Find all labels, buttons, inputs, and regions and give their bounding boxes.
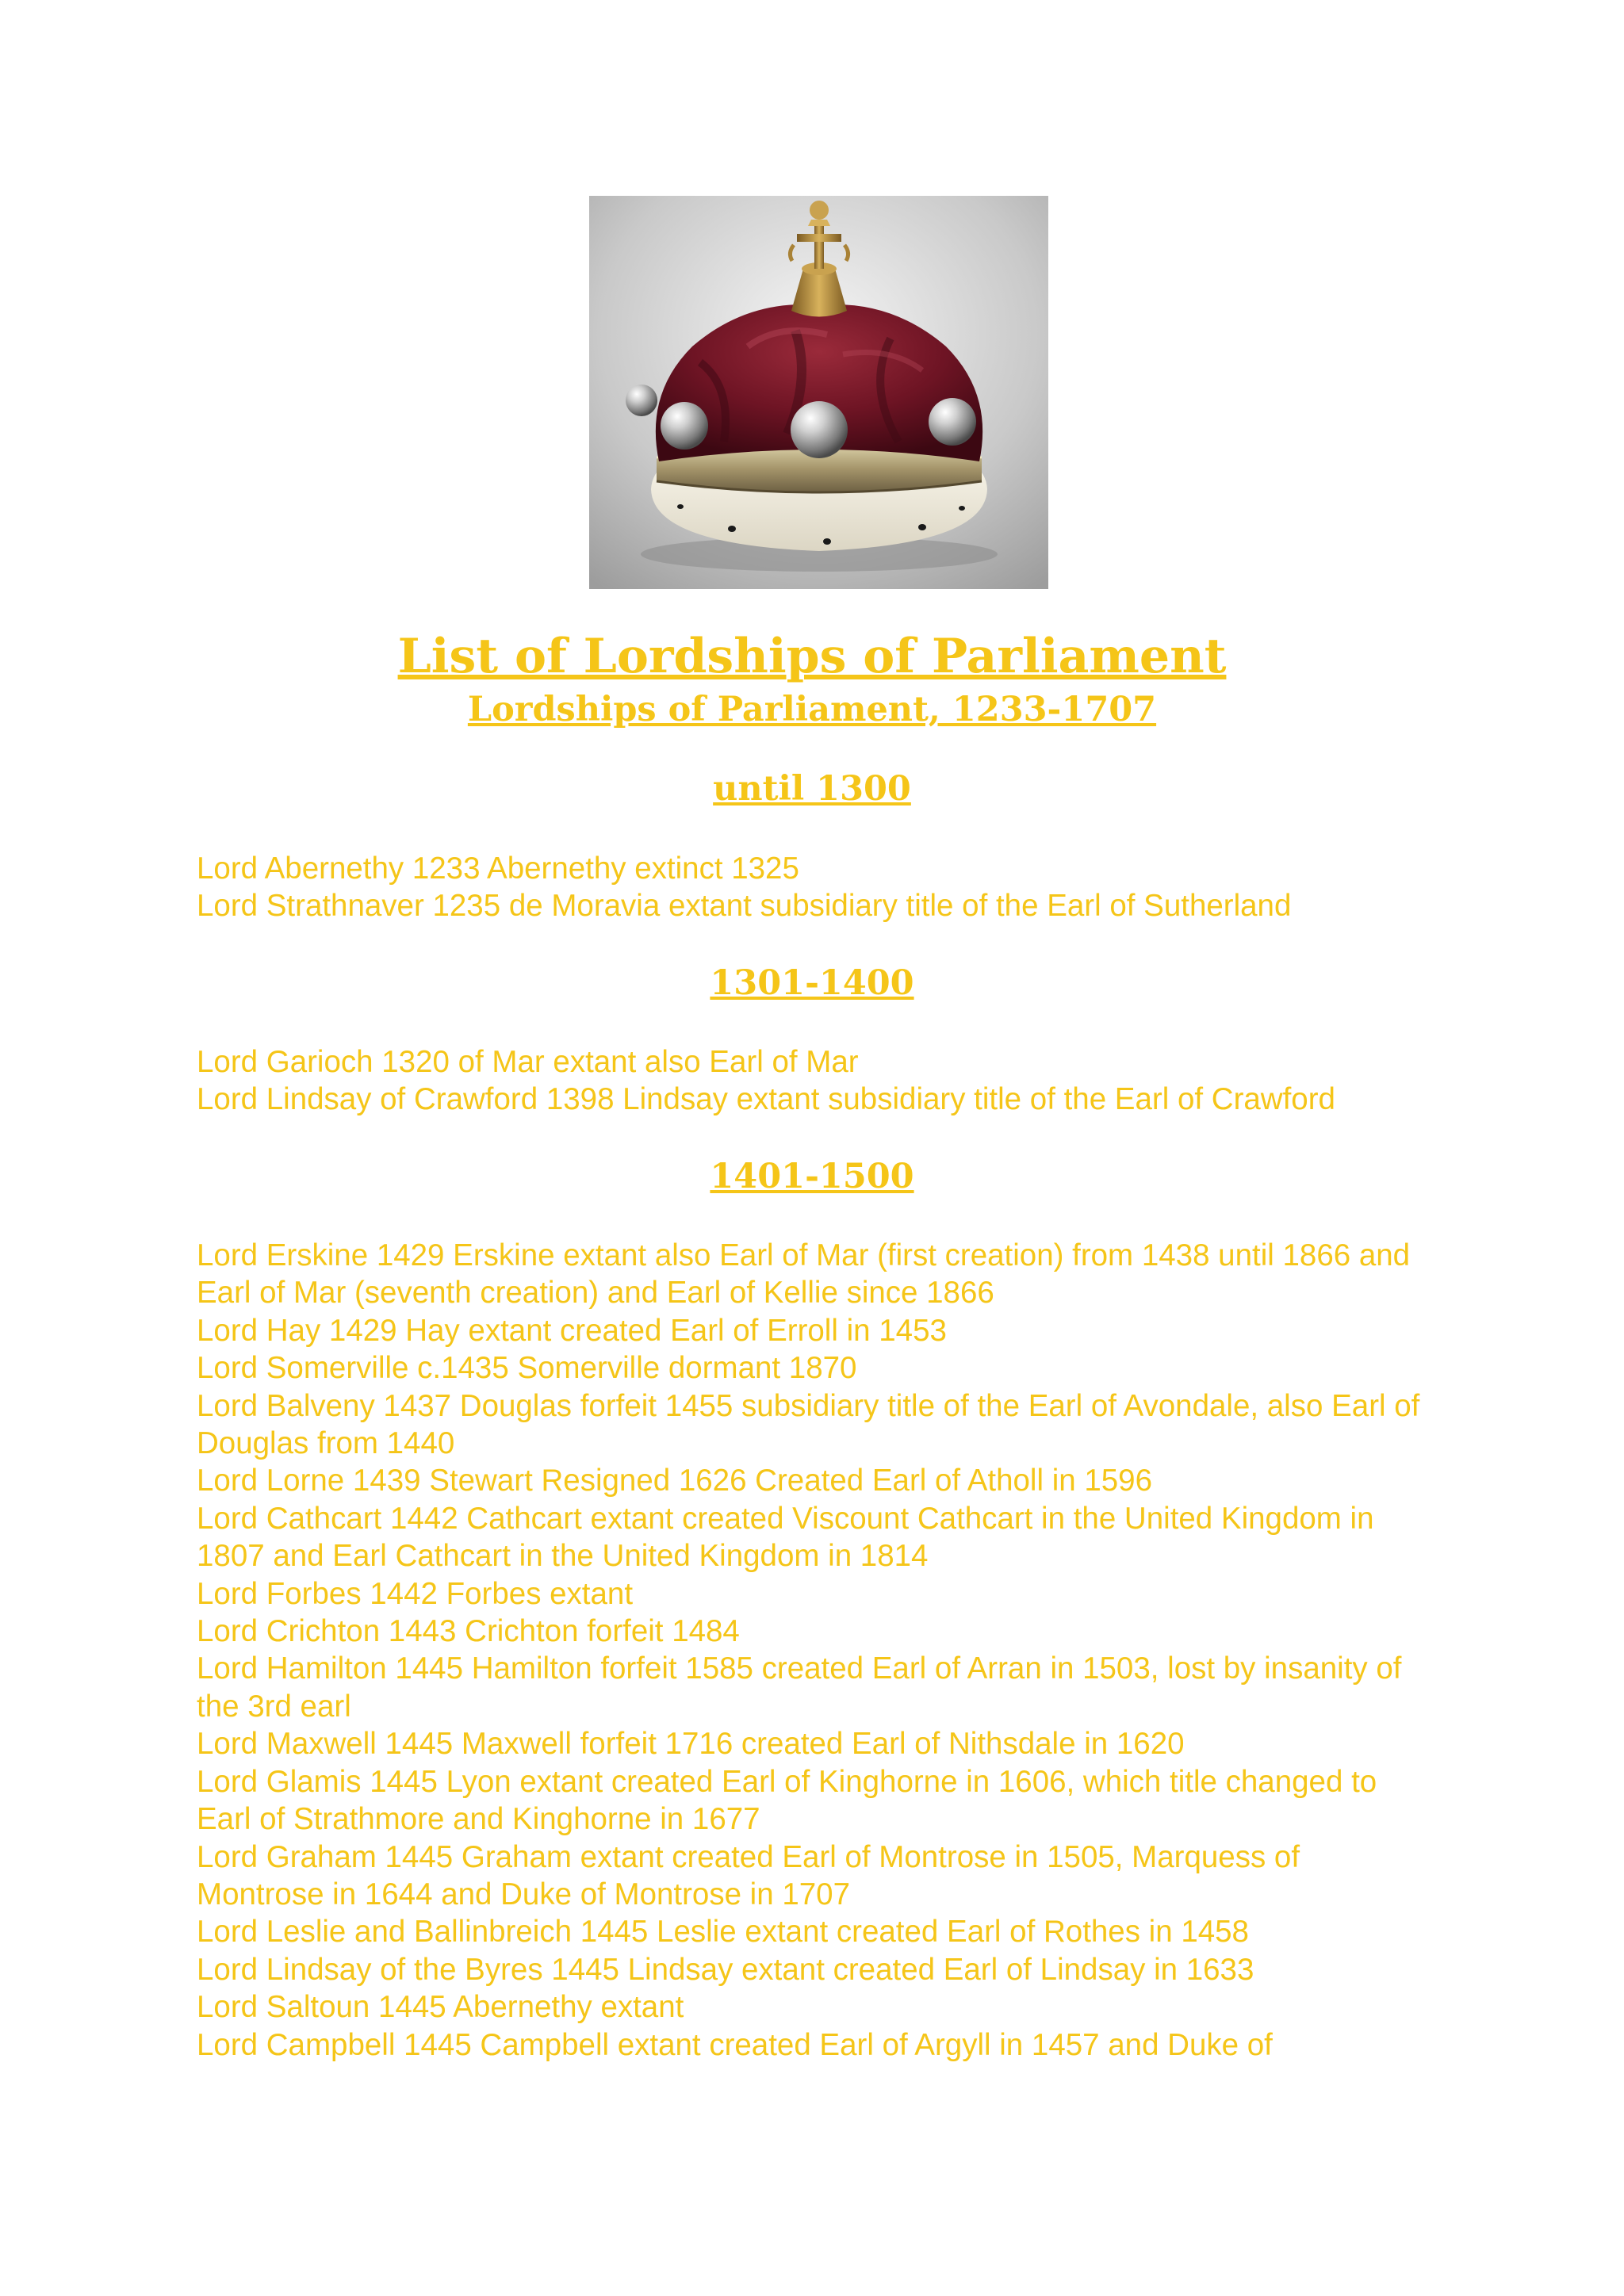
list-item: Lord Maxwell 1445 Maxwell forfeit 1716 created Earl of Nithsdale in 1620 [197, 1727, 1185, 1762]
list-item: Lord Balveny 1437 Douglas forfeit 1455 subsidiary title of the Earl of Avondale, also Earl of Douglas from 1440 [197, 1388, 1420, 1461]
list-item: Lord Somerville c.1435 Somerville dormant 1870 [197, 1351, 857, 1386]
list-item: Lord Cathcart 1442 Cathcart extant created Viscount Cathcart in the United Kingdom in 1807 and Earl Cathcart in the United Kingdom in 1814 [197, 1501, 1374, 1574]
list-item: Lord Lindsay of the Byres 1445 Lindsay extant created Earl of Lindsay in 1633 [197, 1952, 1254, 1987]
document-title: List of Lordships of Parliament [397, 629, 1227, 684]
list-item: Lord Graham 1445 Graham extant created Earl of Montrose in 1505, Marquess of Montrose in 1644 and Duke of Montrose in 1707 [197, 1839, 1300, 1911]
coronet-photo [589, 196, 1048, 589]
section-heading-1301-1400: 1301-1400 [710, 963, 914, 1003]
list-item: Lord Erskine 1429 Erskine extant also Earl of Mar (first creation) from 1438 until 1866 and Earl of Mar (seventh creation) and Earl of Kellie since 1866 [197, 1238, 1411, 1311]
lordship-list-1401-1500 [197, 1237, 1434, 2064]
list-item: Lord Glamis 1445 Lyon extant created Earl of Kinghorne in 1606, which title changed to Earl of Strathmore and Kinghorne in 1677 [197, 1764, 1377, 1837]
document-subtitle: Lordships of Parliament, 1233-1707 [467, 690, 1157, 729]
list-item: Lord Saltoun 1445 Abernethy extant [197, 1990, 684, 2025]
section-heading-1401-1500: 1401-1500 [710, 1157, 914, 1196]
list-item: Lord Lindsay of Crawford 1398 Lindsay extant subsidiary title of the Earl of Crawford [197, 1082, 1335, 1117]
list-item: Lord Strathnaver 1235 de Moravia extant subsidiary title of the Earl of Sutherland [197, 889, 1292, 924]
list-item: Lord Hamilton 1445 Hamilton forfeit 1585 created Earl of Arran in 1503, lost by insanity of the 3rd earl [197, 1651, 1402, 1724]
lordship-list-until-1300 [197, 850, 1434, 925]
lordship-list-1301-1400 [197, 1043, 1434, 1119]
list-item: Lord Lorne 1439 Stewart Resigned 1626 Created Earl of Atholl in 1596 [197, 1464, 1153, 1498]
list-item: Lord Abernethy 1233 Abernethy extinct 1325 [197, 851, 799, 886]
list-item: Lord Crichton 1443 Crichton forfeit 1484 [197, 1614, 740, 1649]
list-item: Lord Campbell 1445 Campbell extant created Earl of Argyll in 1457 and Duke of [197, 2027, 1273, 2062]
list-item: Lord Garioch 1320 of Mar extant also Earl of Mar [197, 1045, 859, 1079]
list-item: Lord Forbes 1442 Forbes extant [197, 1576, 634, 1611]
section-heading-until-1300: until 1300 [713, 769, 911, 809]
list-item: Lord Leslie and Ballinbreich 1445 Leslie extant created Earl of Rothes in 1458 [197, 1915, 1249, 1950]
list-item: Lord Hay 1429 Hay extant created Earl of Erroll in 1453 [197, 1313, 947, 1348]
